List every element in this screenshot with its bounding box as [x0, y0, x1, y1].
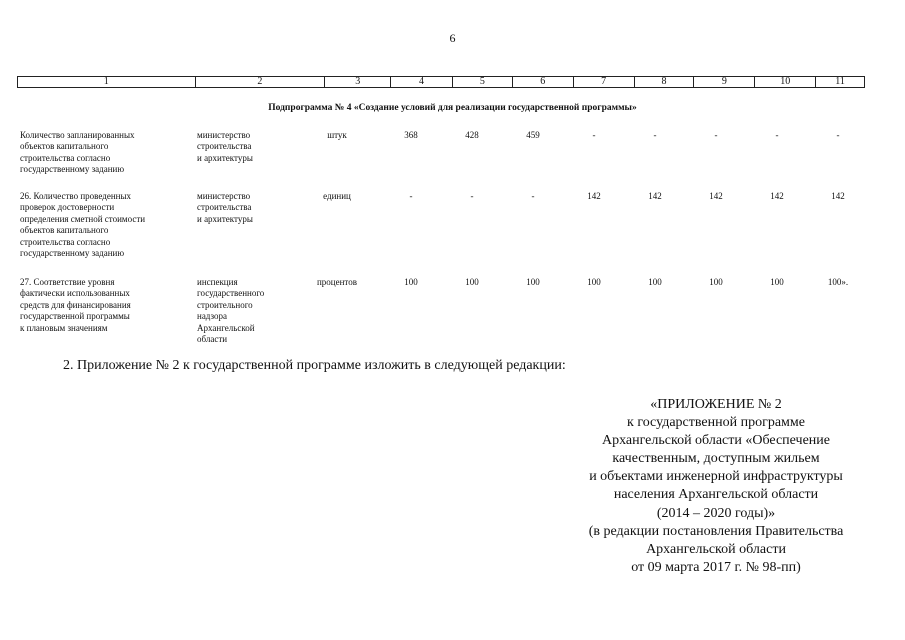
indicator-name: Количество запланированных объектов капитального строительства согласно государственному заданию	[20, 130, 135, 175]
value-cell: -	[775, 130, 779, 140]
appendix-header: «ПРИЛОЖЕНИЕ № 2 к государственной программе Архангельской области «Обеспечение качественным, доступным жильем и объектами инженерной инфраструктуры населения Архангельской области (2014 – 2020 годы)» (в редакции постановления Правительства Архангельской области от 09 марта 2017 г. № 98-пп)	[588, 397, 844, 575]
value-cell: 100».	[827, 277, 849, 287]
responsible-org: инспекция государственного строительного надзора Архангельской области	[197, 277, 265, 345]
table-header-row	[17, 76, 865, 88]
value-cell: 368	[404, 130, 418, 140]
value-cell: 100	[648, 277, 662, 287]
header-col-8: 8	[635, 77, 695, 87]
subprogram-title: Подпрограмма № 4 «Создание условий для реализации государственной программы»	[268, 103, 637, 113]
value-cell: -	[531, 191, 535, 201]
header-col-6: 6	[513, 77, 574, 87]
value-cell: 142	[831, 191, 845, 201]
header-col-11: 11	[835, 76, 845, 87]
header-col-3: 3	[325, 77, 391, 87]
header-col-2: 2	[196, 77, 326, 87]
value-cell: 100	[404, 277, 418, 287]
value-cell: -	[592, 130, 596, 140]
header-col-10: 10	[755, 77, 816, 87]
body-paragraph: 2. Приложение № 2 к государственной программе изложить в следующей редакции:	[63, 358, 566, 373]
value-cell: -	[470, 191, 474, 201]
value-cell: 100	[770, 277, 784, 287]
value-cell: -	[714, 130, 718, 140]
value-cell: 100	[709, 277, 723, 287]
header-col-7: 7	[574, 77, 635, 87]
header-col-1: 1	[18, 77, 196, 87]
unit-of-measure: единиц	[323, 191, 351, 201]
value-cell: 428	[465, 130, 479, 140]
unit-of-measure: штук	[327, 130, 347, 140]
value-cell: 142	[709, 191, 723, 201]
value-cell: 142	[587, 191, 601, 201]
value-cell: 459	[526, 130, 540, 140]
header-col-5: 5	[453, 77, 513, 87]
responsible-org: министерство строительства и архитектуры	[197, 130, 253, 163]
value-cell: 100	[526, 277, 540, 287]
header-col-9: 9	[694, 77, 755, 87]
unit-of-measure: процентов	[316, 277, 357, 287]
header-col-4: 4	[391, 77, 453, 87]
value-cell: 100	[587, 277, 601, 287]
value-cell: -	[409, 191, 413, 201]
responsible-org: министерство строительства и архитектуры	[197, 191, 253, 224]
value-cell: 142	[770, 191, 784, 201]
indicator-name: 26. Количество проведенных проверок достоверности определения сметной стоимости объектов капитального строительства согласно государственному заданию	[20, 191, 146, 259]
value-cell: 100	[465, 277, 479, 287]
value-cell: 142	[648, 191, 662, 201]
value-cell: -	[653, 130, 657, 140]
indicator-name: 27. Соответствие уровня фактически использованных средств для финансирования государственной программы к плановым значениям	[20, 277, 131, 333]
page-number: 6	[449, 31, 456, 45]
value-cell: -	[836, 130, 840, 140]
